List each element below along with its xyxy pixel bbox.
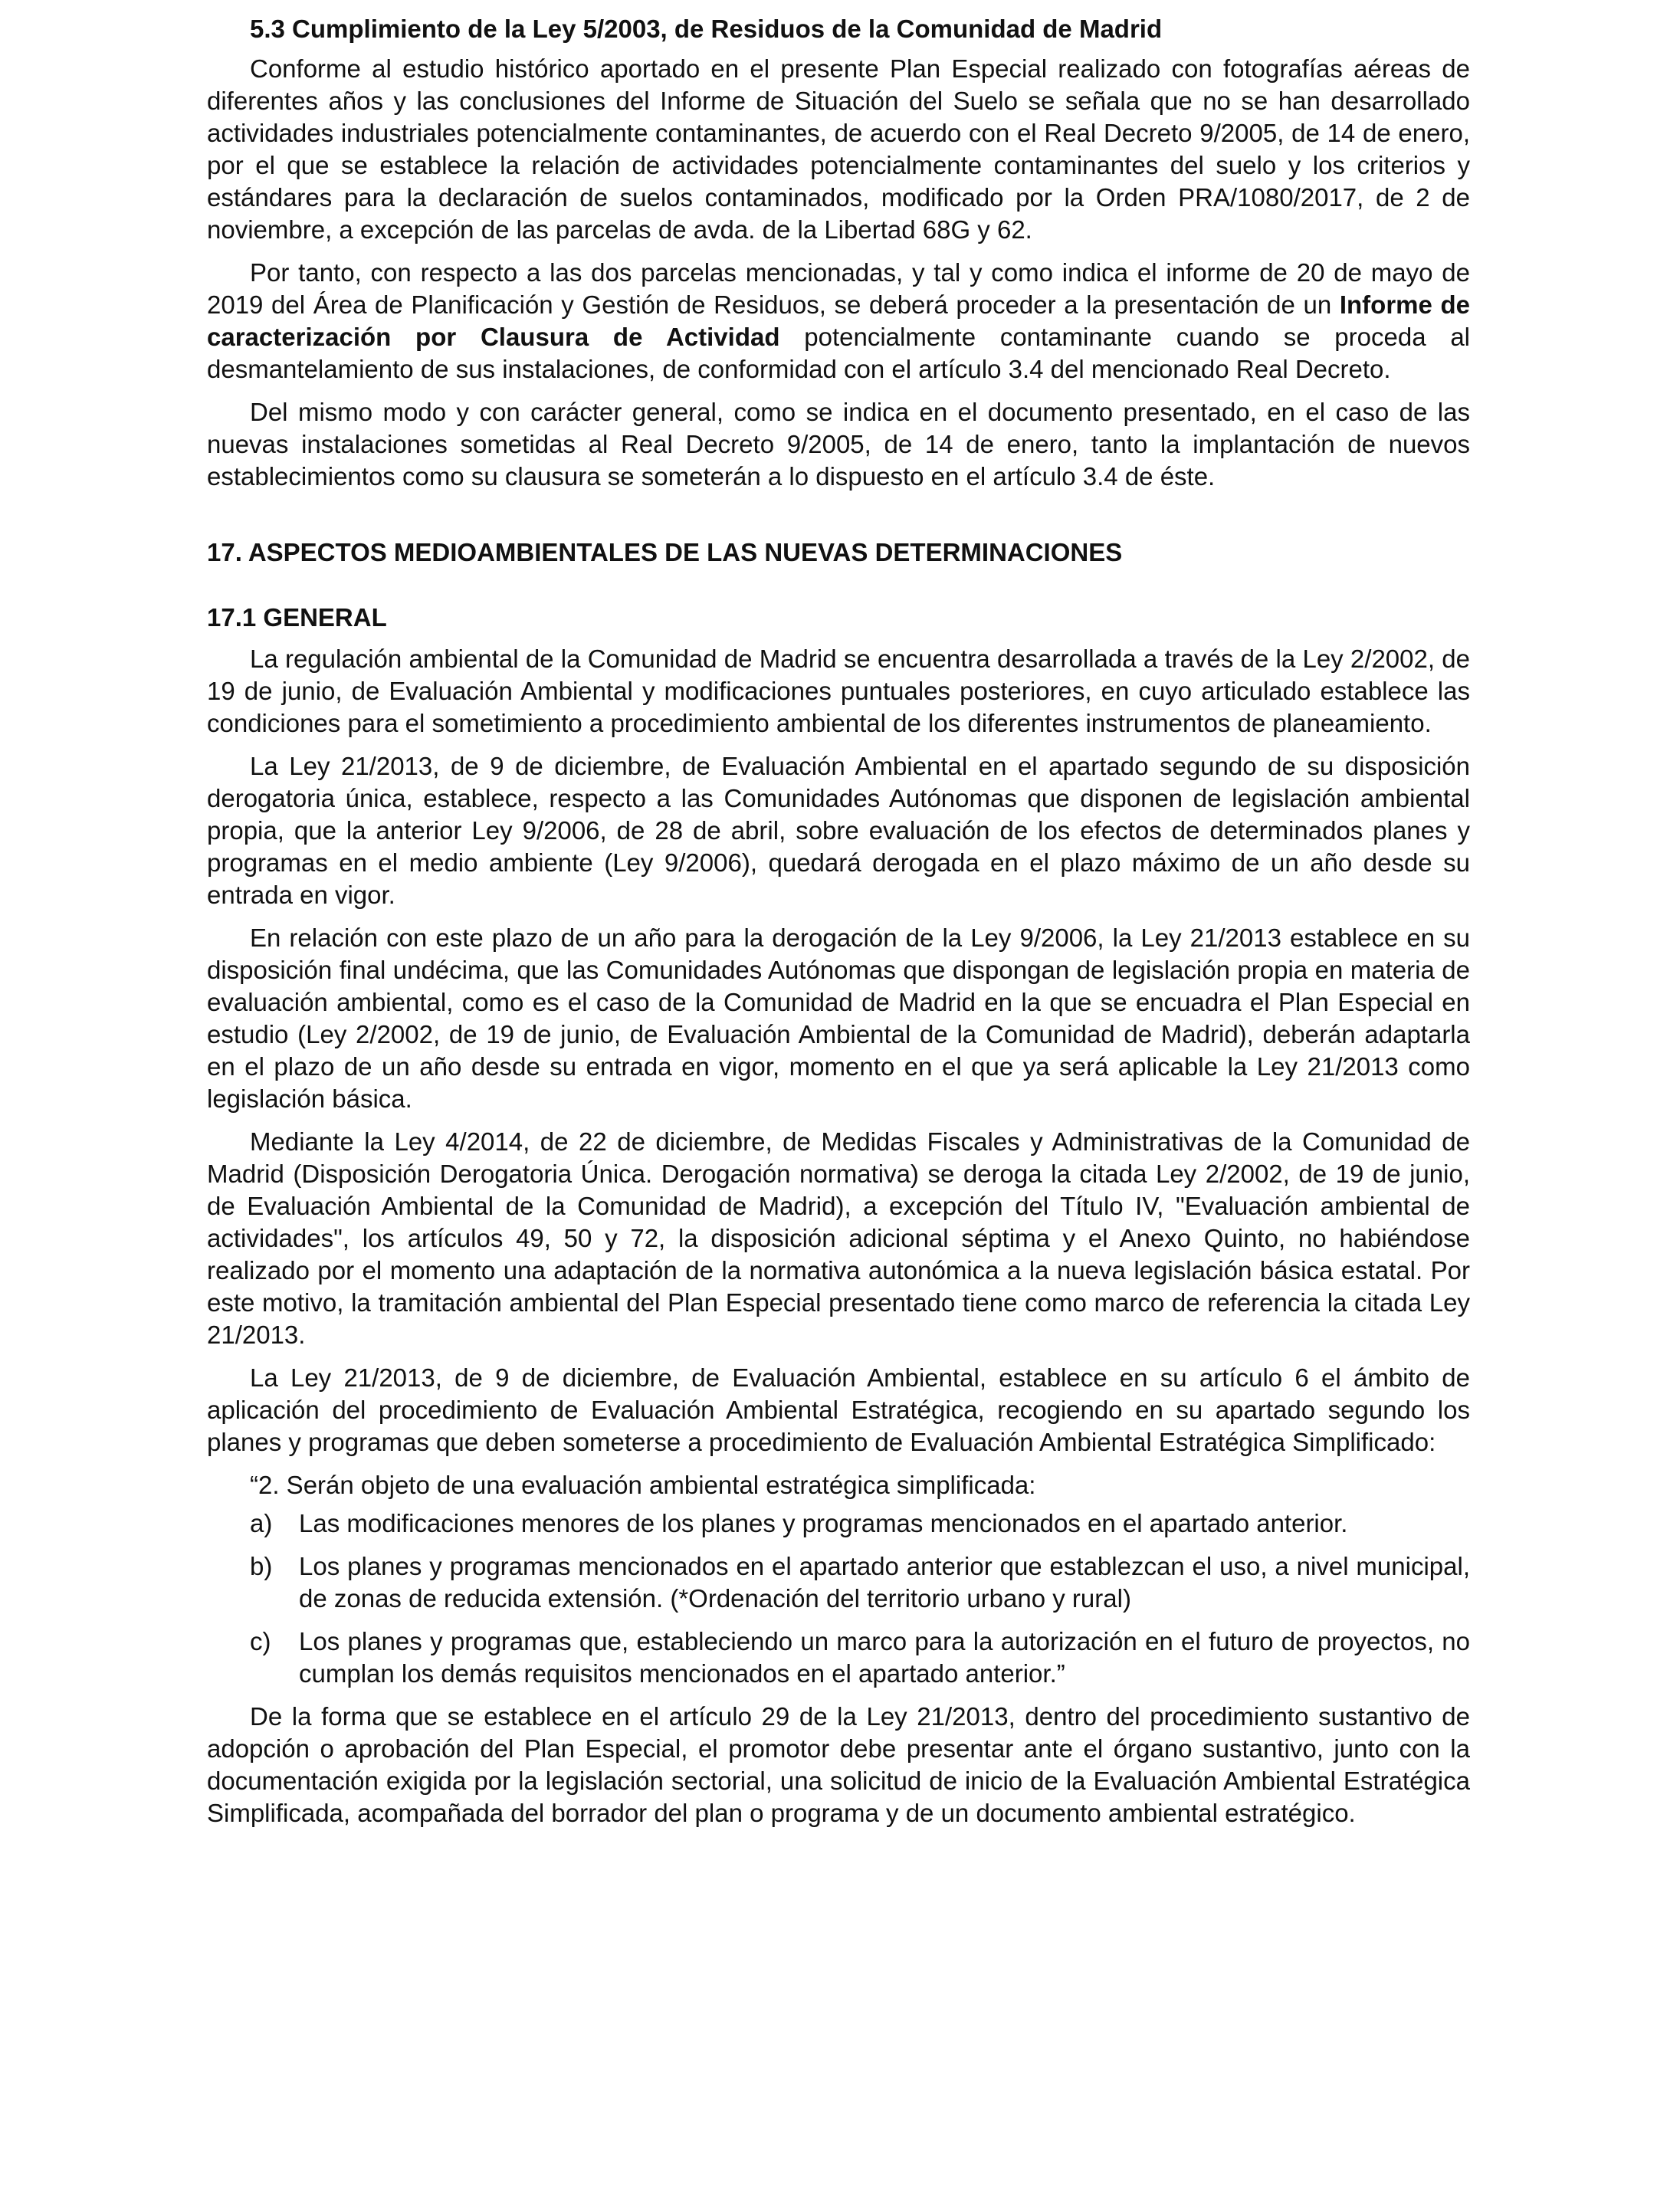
list-item	[250, 1550, 1470, 1615]
section-17-1-paragraph-1: La regulación ambiental de la Comunidad de Madrid se encuentra desarrollada a través de la Ley 2/2002, de 19 de junio, de Evaluación Ambiental y modificaciones puntuales posteriores, en cuyo articulado establece las condiciones para el sometimiento a procedimiento ambiental de los diferentes instrumentos de planeamiento.	[207, 645, 1470, 737]
list-marker: c)	[250, 1627, 271, 1655]
informe-caracterizacion-bold: Informe de caracterización por Clausura de Actividad	[207, 290, 1470, 351]
section-17-1-paragraph-2: La Ley 21/2013, de 9 de diciembre, de Evaluación Ambiental en el apartado segundo de su disposición derogatoria única, establece, respecto a las Comunidades Autónomas que disponen de legislación ambiental propia, que la anterior Ley 9/2006, de 28 de abril, sobre evaluación de los efectos de determinados planes y programas en el medio ambiente (Ley 9/2006), quedará derogada en el plazo máximo de un año desde su entrada en vigor.	[207, 752, 1470, 909]
section-17-1-heading: 17.1 GENERAL	[207, 603, 387, 632]
section-17-heading: 17. ASPECTOS MEDIOAMBIENTALES DE LAS NUEVAS DETERMINACIONES	[207, 538, 1123, 566]
section-17-1-paragraph-6: De la forma que se establece en el artículo 29 de la Ley 21/2013, dentro del procedimiento sustantivo de adopción o aprobación del Plan Especial, el promotor debe presentar ante el órgano sustantivo, junto con la documentación exigida por la legislación sectorial, una solicitud de inicio de la Evaluación Ambiental Estratégica Simplificada, acompañada del borrador del plan o programa y de un documento ambiental estratégico.	[207, 1702, 1470, 1827]
list-text: Los planes y programas mencionados en el apartado anterior que establezcan el uso, a nivel municipal, de zonas de reducida extensión. (*Ordenación del territorio urbano y rural)	[299, 1552, 1470, 1613]
section-5-3-paragraph-3: Del mismo modo y con carácter general, como se indica en el documento presentado, en el caso de las nuevas instalaciones sometidas al Real Decreto 9/2005, de 14 de enero, tanto la implantación de nuevos establecimientos como su clausura se someterán a lo dispuesto en el artículo 3.4 de éste.	[207, 398, 1470, 491]
list-text: Las modificaciones menores de los planes y programas mencionados en el apartado anterior.	[299, 1509, 1348, 1537]
section-17-1-paragraph-5: La Ley 21/2013, de 9 de diciembre, de Evaluación Ambiental, establece en su artículo 6 el ámbito de aplicación del procedimiento de Evaluación Ambiental Estratégica, recogiendo en su apartado segundo los planes y programas que deben someterse a procedimiento de Evaluación Ambiental Estratégica Simplificado:	[207, 1363, 1470, 1456]
list-text: Los planes y programas que, estableciendo un marco para la autorización en el futuro de proyectos, no cumplan los demás requisitos mencionados en el apartado anterior.”	[299, 1627, 1470, 1688]
section-17-1-paragraph-4: Mediante la Ley 4/2014, de 22 de diciembre, de Medidas Fiscales y Administrativas de la Comunidad de Madrid (Disposición Derogatoria Única. Derogación normativa) se deroga la citada Ley 2/2002, de 19 de junio, de Evaluación Ambiental de la Comunidad de Madrid), a excepción del Título IV, "Evaluación ambiental de actividades", los artículos 49, 50 y 72, la disposición adicional séptima y el Anexo Quinto, no habiéndose realizado por el momento una adaptación de la normativa autonómica a la nueva legislación básica estatal. Por este motivo, la tramitación ambiental del Plan Especial presentado tiene como marco de referencia la citada Ley 21/2013.	[207, 1127, 1470, 1349]
quote-intro: “2. Serán objeto de una evaluación ambiental estratégica simplificada:	[250, 1471, 1036, 1499]
section-5-3-paragraph-2	[207, 257, 1470, 386]
section-17-1-paragraph-3: En relación con este plazo de un año para la derogación de la Ley 9/2006, la Ley 21/2013 establece en su disposición final undécima, que las Comunidades Autónomas que dispongan de legislación propia en materia de evaluación ambiental, como es el caso de la Comunidad de Madrid en la que se encuadra el Plan Especial en estudio (Ley 2/2002, de 19 de junio, de Evaluación Ambiental de la Comunidad de Madrid), deberán adaptarla en el plazo de un año desde su entrada en vigor, momento en el que ya será aplicable la Ley 21/2013 como legislación básica.	[207, 924, 1470, 1113]
list-item	[250, 1508, 1470, 1540]
section-5-3-paragraph-1: Conforme al estudio histórico aportado en el presente Plan Especial realizado con fotografías aéreas de diferentes años y las conclusiones del Informe de Situación del Suelo se señala que no se han desarrollado actividades industriales potencialmente contaminantes, de acuerdo con el Real Decreto 9/2005, de 14 de enero, por el que se establece la relación de actividades potencialmente contaminantes del suelo y los criterios y estándares para la declaración de suelos contaminados, modificado por la Orden PRA/1080/2017, de 2 de noviembre, a excepción de las parcelas de avda. de la Libertad 68G y 62.	[207, 54, 1470, 244]
list-marker: a)	[250, 1509, 273, 1537]
paragraph-2-text-start: Por tanto, con respecto a las dos parcelas mencionadas, y tal y como indica el informe de 20 de mayo de 2019 del Área de Planificación y Gestión de Residuos, se deberá proceder a la presentación de un	[207, 258, 1470, 319]
list-item	[250, 1626, 1470, 1690]
document-page	[207, 12, 1470, 1840]
spacer	[207, 569, 1470, 601]
paragraph-2-text-end: potencialmente contaminante cuando se proceda al desmantelamiento de sus instalaciones, de conformidad con el artículo 3.4 del mencionado Real Decreto.	[207, 323, 1470, 383]
section-5-3-heading: 5.3 Cumplimiento de la Ley 5/2003, de Residuos de la Comunidad de Madrid	[250, 15, 1163, 43]
spacer	[207, 504, 1470, 536]
list-marker: b)	[250, 1552, 273, 1580]
